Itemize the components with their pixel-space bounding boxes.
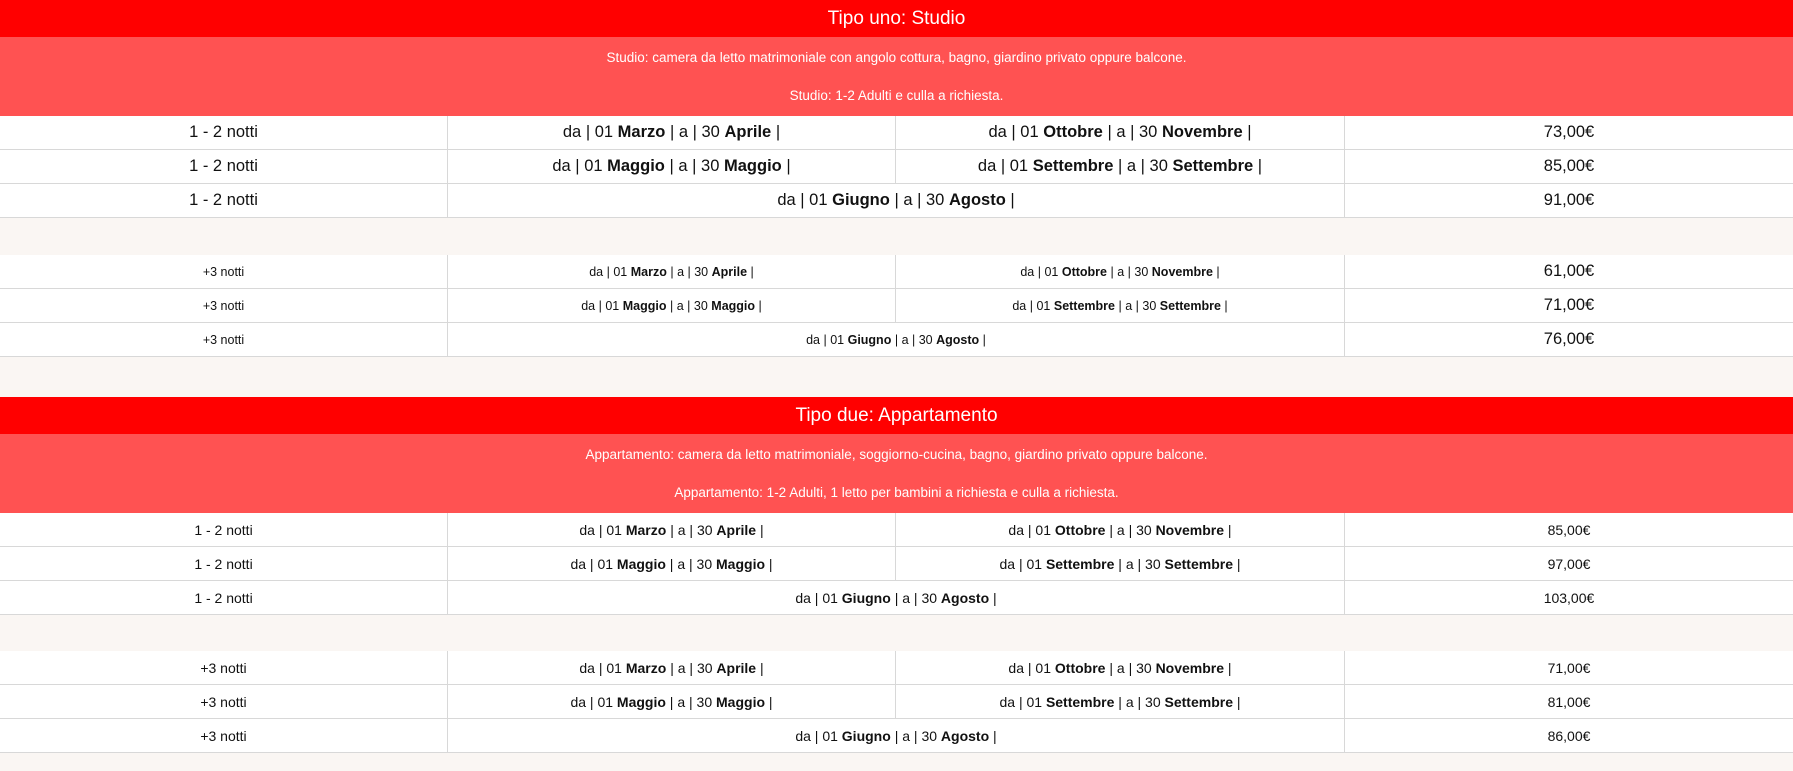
period-text: |	[786, 157, 791, 175]
price-label: 85,00€	[1543, 157, 1595, 175]
period-text: da	[581, 298, 596, 313]
price-cell	[1345, 289, 1793, 322]
month-label: Settembre	[1172, 157, 1254, 175]
period-text: 01	[594, 123, 614, 141]
period-text: |	[800, 191, 805, 209]
period-text: |	[1127, 264, 1131, 279]
rate-row	[0, 323, 1793, 357]
period-text: |	[687, 298, 691, 313]
month-label: Ottobre	[1061, 264, 1107, 279]
month-label: Settembre	[1032, 157, 1114, 175]
period-text: da	[795, 589, 811, 606]
period-text: |	[894, 589, 899, 606]
period-text: a	[1126, 157, 1137, 175]
period-text: 01	[1036, 298, 1051, 313]
period-text: |	[758, 298, 762, 313]
period-text: |	[982, 332, 986, 347]
period-text: |	[1236, 693, 1241, 710]
month-label: Ottobre	[1043, 123, 1103, 141]
rate-row	[0, 116, 1793, 150]
period-text: 01	[1035, 521, 1051, 538]
rate-row	[0, 685, 1793, 719]
period-text: da	[1020, 264, 1035, 279]
price-cell	[1345, 150, 1793, 183]
period-text: |	[1128, 659, 1133, 676]
period-text: |	[1109, 659, 1113, 676]
month-label: Settembre	[1045, 555, 1115, 572]
month-label: Agosto	[936, 332, 980, 347]
rate-row	[0, 581, 1793, 615]
period-text: 01	[606, 659, 622, 676]
period-text: 30	[693, 298, 708, 313]
period-text: |	[1130, 123, 1135, 141]
period-text: 30	[1136, 521, 1152, 538]
period-cell	[896, 150, 1345, 183]
period-text: |	[669, 157, 674, 175]
period-text: 01	[822, 727, 838, 744]
period-text: |	[1027, 521, 1032, 538]
period-text: 01	[1026, 693, 1043, 710]
month-label: Marzo	[617, 123, 666, 141]
month-label: Aprile	[711, 264, 748, 279]
nights-label: +3 notti	[200, 659, 247, 676]
nights-label: +3 notti	[200, 727, 247, 744]
nights-label: +3 notti	[202, 298, 245, 313]
period-text: a	[1116, 521, 1125, 538]
period-text: a	[902, 727, 911, 744]
period-text: 30	[696, 659, 713, 676]
studio-section	[0, 0, 1793, 357]
period-text: a	[678, 157, 688, 175]
nights-label: 1 - 2 notti	[194, 521, 253, 538]
period-text: |	[1227, 521, 1232, 538]
period-text: |	[768, 693, 773, 710]
period-text: |	[689, 659, 694, 676]
period-cell	[896, 289, 1345, 322]
period-cell	[448, 513, 896, 546]
nights-cell	[0, 323, 448, 356]
period-text: |	[589, 555, 594, 572]
period-text: |	[814, 727, 819, 744]
nights-cell	[0, 651, 448, 684]
period-text: |	[1216, 264, 1220, 279]
period-text: 01	[1020, 123, 1039, 141]
spacer	[0, 357, 1793, 397]
period-text: |	[814, 589, 819, 606]
studio-title: Tipo uno: Studio	[0, 0, 1793, 37]
period-cell	[448, 116, 896, 149]
period-text: |	[1027, 659, 1032, 676]
period-cell	[896, 116, 1345, 149]
period-text: |	[1018, 555, 1023, 572]
period-text: a	[677, 659, 686, 676]
period-text: 01	[584, 157, 603, 175]
period-text: |	[669, 555, 674, 572]
price-label: 61,00€	[1543, 262, 1595, 280]
month-label: Giugno	[847, 332, 892, 347]
price-label: 73,00€	[1543, 123, 1595, 141]
period-text: da	[977, 157, 997, 175]
period-text: a	[903, 191, 913, 209]
period-text: 30	[921, 727, 938, 744]
period-text: |	[1135, 298, 1139, 313]
period-text: 30	[701, 123, 720, 141]
period-text: |	[689, 521, 694, 538]
period-text: a	[1125, 693, 1134, 710]
period-text: |	[692, 157, 697, 175]
period-text: |	[1117, 157, 1123, 175]
nights-cell	[0, 289, 448, 322]
month-label: Novembre	[1161, 123, 1243, 141]
period-text: |	[768, 555, 773, 572]
period-text: da	[570, 555, 587, 572]
period-text: |	[1010, 191, 1015, 209]
period-text: da	[552, 157, 571, 175]
rate-row	[0, 513, 1793, 547]
period-text: |	[1224, 298, 1228, 313]
period-cell	[448, 685, 896, 718]
period-text: da	[999, 693, 1016, 710]
rate-row	[0, 651, 1793, 685]
period-cell	[448, 719, 1345, 752]
price-label: 85,00€	[1547, 521, 1591, 538]
period-text: 01	[1026, 555, 1043, 572]
period-cell	[448, 547, 896, 580]
period-text: |	[775, 123, 781, 141]
price-cell	[1345, 685, 1793, 718]
nights-label: 1 - 2 notti	[194, 589, 253, 606]
period-text: 30	[696, 521, 713, 538]
period-text: 30	[696, 555, 713, 572]
month-label: Aprile	[724, 123, 772, 141]
period-cell	[448, 581, 1345, 614]
period-text: 30	[918, 332, 933, 347]
period-text: |	[993, 727, 997, 744]
period-text: |	[759, 659, 764, 676]
price-cell	[1345, 651, 1793, 684]
month-label: Settembre	[1053, 298, 1115, 313]
nights-cell	[0, 255, 448, 288]
price-cell	[1345, 184, 1793, 217]
period-text: 30	[1145, 693, 1161, 710]
nights-cell	[0, 719, 448, 752]
period-cell	[896, 547, 1345, 580]
period-text: da	[988, 123, 1007, 141]
month-label: Ottobre	[1054, 521, 1106, 538]
month-label: Maggio	[711, 298, 756, 313]
period-text: 30	[1136, 659, 1152, 676]
apartment-group-long	[0, 651, 1793, 753]
rate-row	[0, 150, 1793, 184]
period-text: a	[901, 332, 909, 347]
month-label: Maggio	[716, 693, 766, 710]
period-text: 30	[1149, 157, 1168, 175]
nights-label: 1 - 2 notti	[189, 123, 258, 141]
apartment-desc-line2: Appartamento: 1-2 Adulti, 1 letto per bambini a richiesta e culla a richiesta.	[674, 485, 1119, 500]
period-text: da	[1012, 298, 1027, 313]
period-text: da	[1008, 659, 1024, 676]
period-text: 30	[696, 693, 713, 710]
period-text: a	[678, 123, 689, 141]
month-label: Giugno	[841, 727, 891, 744]
period-text: 01	[1009, 157, 1029, 175]
period-cell	[448, 150, 896, 183]
period-text: |	[689, 693, 693, 710]
month-label: Giugno	[832, 191, 890, 209]
period-text: |	[993, 589, 997, 606]
period-text: da	[777, 191, 796, 209]
nights-label: 1 - 2 notti	[189, 191, 258, 209]
period-text: |	[606, 264, 610, 279]
nights-label: +3 notti	[202, 264, 245, 279]
period-text: |	[687, 264, 691, 279]
month-label: Novembre	[1155, 521, 1225, 538]
month-label: Ottobre	[1054, 659, 1106, 676]
period-text: |	[1107, 123, 1112, 141]
period-text: |	[913, 727, 918, 744]
period-text: da	[806, 332, 820, 347]
spacer	[0, 615, 1793, 651]
period-cell	[896, 255, 1345, 288]
rate-row	[0, 289, 1793, 323]
month-label: Maggio	[724, 157, 782, 175]
period-text: a	[676, 298, 684, 313]
month-label: Settembre	[1159, 298, 1221, 313]
period-text: |	[1128, 521, 1133, 538]
period-text: |	[598, 521, 603, 538]
period-text: |	[1236, 555, 1241, 572]
period-text: a	[902, 589, 911, 606]
period-text: |	[585, 123, 591, 141]
period-text: a	[1117, 264, 1125, 279]
period-text: |	[1118, 298, 1122, 313]
price-label: 91,00€	[1543, 191, 1595, 209]
period-text: da	[562, 123, 582, 141]
price-label: 103,00€	[1543, 589, 1595, 606]
price-label: 71,00€	[1547, 659, 1591, 676]
nights-label: 1 - 2 notti	[194, 555, 253, 572]
period-text: 01	[597, 555, 614, 572]
period-text: |	[912, 332, 916, 347]
spacer	[0, 218, 1793, 255]
period-text: da	[579, 659, 595, 676]
period-cell	[896, 513, 1345, 546]
period-text: 30	[1142, 298, 1157, 313]
studio-desc-line2: Studio: 1-2 Adulti e culla a richiesta.	[789, 88, 1004, 103]
studio-group-long	[0, 255, 1793, 357]
period-text: |	[689, 555, 693, 572]
period-text: 01	[1035, 659, 1051, 676]
period-text: 01	[597, 693, 614, 710]
period-text: |	[894, 191, 899, 209]
period-text: 30	[701, 157, 720, 175]
period-text: a	[677, 555, 686, 572]
period-text: a	[677, 693, 686, 710]
month-label: Maggio	[616, 693, 666, 710]
nights-cell	[0, 513, 448, 546]
price-cell	[1345, 323, 1793, 356]
month-label: Agosto	[948, 191, 1006, 209]
period-text: |	[1247, 123, 1252, 141]
period-text: |	[589, 693, 594, 710]
period-text: 01	[605, 298, 620, 313]
period-text: |	[669, 123, 675, 141]
nights-cell	[0, 547, 448, 580]
nights-cell	[0, 116, 448, 149]
period-text: |	[1110, 264, 1114, 279]
nights-cell	[0, 184, 448, 217]
period-text: |	[894, 727, 899, 744]
period-text: a	[677, 264, 685, 279]
month-label: Marzo	[625, 521, 667, 538]
month-label: Giugno	[841, 589, 891, 606]
period-text: 01	[809, 191, 828, 209]
month-label: Maggio	[622, 298, 667, 313]
period-text: |	[1000, 157, 1006, 175]
price-cell	[1345, 719, 1793, 752]
period-text: 01	[613, 264, 628, 279]
month-label: Marzo	[625, 659, 667, 676]
rate-row	[0, 547, 1793, 581]
period-text: |	[598, 298, 602, 313]
period-text: |	[669, 693, 674, 710]
price-cell	[1345, 255, 1793, 288]
period-text: 30	[921, 589, 938, 606]
period-text: da	[589, 264, 604, 279]
apartment-title: Tipo due: Appartamento	[0, 397, 1793, 434]
period-text: 30	[694, 264, 709, 279]
period-text: 01	[830, 332, 845, 347]
rate-row	[0, 719, 1793, 753]
period-text: |	[598, 659, 603, 676]
period-text: |	[917, 191, 922, 209]
rate-row	[0, 184, 1793, 218]
nights-cell	[0, 150, 448, 183]
rate-row	[0, 255, 1793, 289]
period-text: a	[1116, 123, 1126, 141]
period-text: da	[795, 727, 811, 744]
price-label: 71,00€	[1543, 296, 1595, 314]
period-text: |	[1118, 693, 1122, 710]
price-cell	[1345, 116, 1793, 149]
period-text: |	[1018, 693, 1023, 710]
apartment-description	[0, 434, 1793, 513]
price-label: 76,00€	[1543, 330, 1595, 348]
month-label: Aprile	[716, 521, 757, 538]
month-label: Novembre	[1151, 264, 1213, 279]
month-label: Settembre	[1164, 555, 1233, 572]
period-cell	[448, 184, 1345, 217]
month-label: Marzo	[630, 264, 667, 279]
period-text: |	[669, 298, 674, 313]
nights-label: +3 notti	[202, 332, 245, 347]
period-text: |	[1137, 693, 1142, 710]
studio-group-short	[0, 116, 1793, 218]
period-text: |	[670, 264, 674, 279]
price-label: 81,00€	[1547, 693, 1591, 710]
month-label: Maggio	[616, 555, 666, 572]
nights-label: 1 - 2 notti	[189, 157, 258, 175]
studio-desc-line1: Studio: camera da letto matrimoniale con angolo cottura, bagno, giardino privato oppure balcone.	[606, 50, 1187, 65]
period-text: |	[1257, 157, 1263, 175]
period-text: da	[579, 521, 595, 538]
period-cell	[448, 651, 896, 684]
month-label: Maggio	[716, 555, 766, 572]
period-text: |	[575, 157, 580, 175]
month-label: Settembre	[1045, 693, 1115, 710]
period-text: |	[1029, 298, 1033, 313]
period-text: |	[823, 332, 827, 347]
apartment-section	[0, 397, 1793, 753]
studio-description	[0, 37, 1793, 116]
period-text: |	[1109, 521, 1113, 538]
period-text: a	[1125, 555, 1134, 572]
period-text: 01	[1044, 264, 1059, 279]
month-label: Agosto	[940, 727, 990, 744]
price-cell	[1345, 547, 1793, 580]
period-text: 30	[1145, 555, 1161, 572]
period-text: a	[1125, 298, 1133, 313]
month-label: Settembre	[1164, 693, 1233, 710]
period-cell	[448, 289, 896, 322]
period-cell	[448, 323, 1345, 356]
period-cell	[448, 255, 896, 288]
nights-label: +3 notti	[200, 693, 247, 710]
month-label: Maggio	[607, 157, 665, 175]
period-text: |	[894, 332, 899, 347]
period-text: |	[1137, 555, 1142, 572]
price-cell	[1345, 581, 1793, 614]
period-text: |	[759, 521, 764, 538]
nights-cell	[0, 685, 448, 718]
price-label: 97,00€	[1547, 555, 1591, 572]
period-text: |	[1227, 659, 1232, 676]
period-text: da	[999, 555, 1016, 572]
period-text: a	[677, 521, 686, 538]
period-text: |	[670, 659, 674, 676]
period-text: 01	[822, 589, 838, 606]
period-cell	[896, 651, 1345, 684]
period-text: 30	[1134, 264, 1149, 279]
month-label: Agosto	[940, 589, 990, 606]
nights-cell	[0, 581, 448, 614]
price-cell	[1345, 513, 1793, 546]
period-text: |	[1140, 157, 1145, 175]
apartment-desc-line1: Appartamento: camera da letto matrimoniale, soggiorno-cucina, bagno, giardino privato oppure balcone.	[585, 447, 1208, 462]
price-label: 86,00€	[1547, 727, 1591, 744]
period-text: |	[750, 264, 754, 279]
period-text: 30	[1139, 123, 1158, 141]
period-text: |	[670, 521, 674, 538]
apartment-group-short	[0, 513, 1793, 615]
period-text: 30	[926, 191, 945, 209]
period-text: 01	[606, 521, 622, 538]
month-label: Aprile	[716, 659, 757, 676]
period-text: |	[913, 589, 918, 606]
month-label: Novembre	[1155, 659, 1225, 676]
period-text: |	[1037, 264, 1041, 279]
period-text: |	[692, 123, 697, 141]
period-text: da	[570, 693, 587, 710]
period-text: a	[1116, 659, 1125, 676]
period-text: da	[1008, 521, 1024, 538]
period-text: |	[1011, 123, 1016, 141]
period-text: |	[1118, 555, 1122, 572]
period-cell	[896, 685, 1345, 718]
